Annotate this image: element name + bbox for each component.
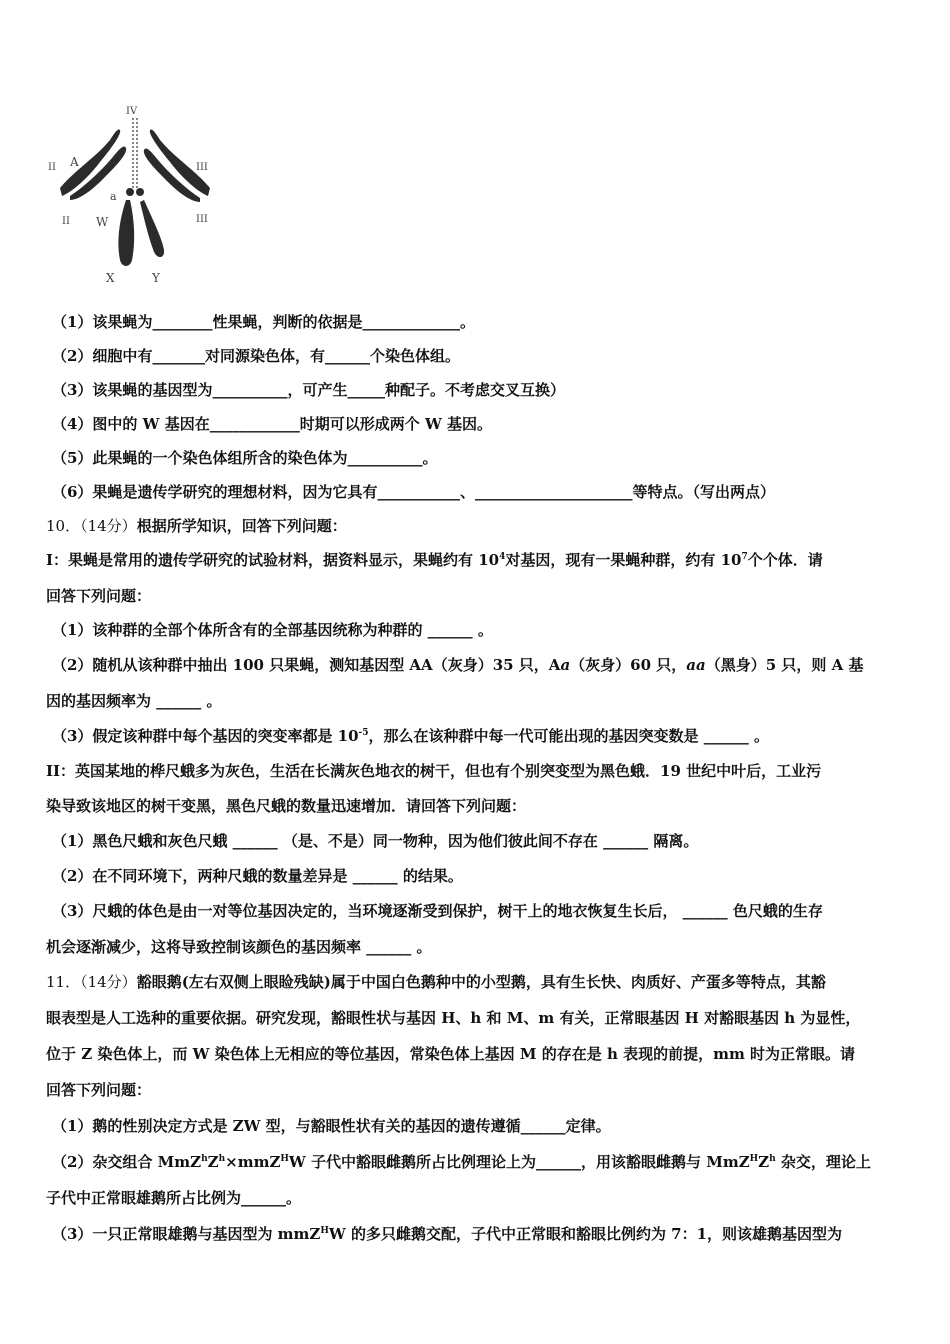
q11-q2-b: Z bbox=[207, 1153, 219, 1171]
label-iii-upper: III bbox=[196, 162, 208, 173]
q11-stem-line4: 回答下列问题： bbox=[46, 1081, 152, 1099]
q10-part2-intro: II：英国某地的桦尺蛾多为灰色，生活在长满灰色地衣的树干，但也有个别突变型为黑色蛾．19 世纪中叶后，工业污 bbox=[46, 762, 822, 780]
q10-p1-q3-b: ，那么在该种群中每一代可能出现的基因突变数是 ______ 。 bbox=[368, 727, 769, 745]
chromosome-figure bbox=[40, 100, 230, 290]
q9-item-6: （6）果蝇是遗传学研究的理想材料，因为它具有___________、_____________________等特点。（写出两点） bbox=[52, 483, 775, 501]
q10-p1-q2-a: （2）随机从该种群中抽出 100 只果蝇，测知基因型 AA（灰身）35 只，A bbox=[52, 656, 561, 674]
q10-number: 10． bbox=[46, 517, 81, 535]
q11-q3-a: （3）一只正常眼雄鹅与基因型为 mmZ bbox=[52, 1225, 321, 1243]
q10-p1-q1: （1）该种群的全部个体所含有的全部基因统称为种群的 ______ 。 bbox=[52, 621, 493, 639]
q10-p1-q3-a: （3）假定该种群中每个基因的突变率都是 10 bbox=[52, 727, 359, 745]
q11-q2-d: W 子代中豁眼雌鹅所占比例理论上为______，用该豁眼雌鹅与 MmZ bbox=[288, 1153, 750, 1171]
q10-p1-q2-italic-a: a bbox=[560, 656, 571, 674]
q11-q2-f: 杂交，理论上 bbox=[775, 1153, 871, 1171]
q11-q2-sup1: h bbox=[201, 1154, 208, 1164]
q10-p1-q2-b: （灰身）60 只， bbox=[570, 656, 687, 674]
q11-stem-line1: 豁眼鹅(左右双侧上眼睑残缺)属于中国白色鹅种中的小型鹅，具有生长快、肉质好、产蛋多等特点，其豁 bbox=[136, 973, 826, 991]
q10-exp-minus5: -5 bbox=[358, 728, 369, 738]
q11-header bbox=[46, 972, 916, 992]
q11-q2-sup5: h bbox=[769, 1154, 776, 1164]
q11-q2-sup2: h bbox=[218, 1154, 226, 1164]
q11-q3-b: W 的多只雌鹅交配，子代中正常眼和豁眼比例约为 7：1，则该雄鹅基因型为 bbox=[328, 1225, 843, 1243]
fruit-fly-karyotype-image bbox=[40, 100, 230, 290]
q9-item-4: （4）图中的 W 基因在____________时期可以形成两个 W 基因。 bbox=[52, 415, 493, 433]
q11-q2-sup4: H bbox=[749, 1154, 759, 1164]
label-iv: IV bbox=[126, 106, 138, 117]
q9-item-5: （5）此果蝇的一个染色体组所含的染色体为__________。 bbox=[52, 449, 438, 467]
q10-exp-4: 4 bbox=[499, 552, 506, 562]
q11-q2-e: Z bbox=[758, 1153, 770, 1171]
q9-item-1: （1）该果蝇为________性果蝇，判断的依据是_____________。 bbox=[52, 313, 475, 331]
q11-q2-line2: 子代中正常眼雄鹅所占比例为______。 bbox=[46, 1189, 302, 1207]
q10-header bbox=[46, 516, 916, 536]
q10-p1-q2-italic-aa: aa bbox=[686, 656, 706, 674]
q10-part1-intro-b: 对基因，现有一果蝇种群，约有 10 bbox=[505, 551, 742, 569]
label-x: X bbox=[106, 271, 115, 285]
q10-part2-intro-line2: 染导致该地区的树干变黑，黑色尺蛾的数量迅速增加．请回答下列问题： bbox=[46, 797, 527, 815]
q10-part1-intro bbox=[46, 550, 916, 570]
label-ii-lower: II bbox=[62, 216, 70, 227]
q10-p2-q2: （2）在不同环境下，两种尺蛾的数量差异是 ______ 的结果。 bbox=[52, 867, 463, 885]
q10-points: （14分） bbox=[80, 517, 137, 535]
label-gene-a-lower: a bbox=[110, 190, 117, 203]
q11-q2-a: （2）杂交组合 MmZ bbox=[52, 1153, 202, 1171]
q10-stem: 根据所学知识，回答下列问题： bbox=[136, 517, 347, 535]
q10-p2-q1: （1）黑色尺蛾和灰色尺蛾 ______ （是、不是）同一物种，因为他们彼此间不存在 ______ 隔离。 bbox=[52, 832, 699, 850]
q11-q2-sup3: H bbox=[280, 1154, 289, 1164]
label-gene-a-upper: A bbox=[70, 155, 79, 169]
q11-q3 bbox=[52, 1224, 922, 1244]
q11-points: （14分） bbox=[80, 973, 137, 991]
q9-item-2: （2）细胞中有_______对同源染色体，有______个染色体组。 bbox=[52, 347, 460, 365]
q10-exp-7: 7 bbox=[741, 552, 748, 562]
label-ii-upper: II bbox=[48, 162, 56, 173]
label-y: Y bbox=[152, 271, 160, 285]
q9-item-3: （3）该果蝇的基因型为__________，可产生_____种配子。不考虑交叉互换） bbox=[52, 381, 565, 399]
q11-q2-c: ×mmZ bbox=[225, 1153, 281, 1171]
q10-part1-intro-a: I：果蝇是常用的遗传学研究的试验材料，据资料显示，果蝇约有 10 bbox=[46, 551, 500, 569]
q11-stem-line2: 眼表型是人工选种的重要依据。研究发现，豁眼性状与基因 H、h 和 M、m 有关，正常眼基因 H 对豁眼基因 h 为显性， bbox=[46, 1009, 861, 1027]
q11-q1: （1）鹅的性别决定方式是 ZW 型，与豁眼性状有关的基因的遗传遵循______定律。 bbox=[52, 1117, 611, 1135]
label-iii-lower: III bbox=[196, 214, 208, 225]
q10-p1-q2-line2: 因的基因频率为 ______ 。 bbox=[46, 692, 222, 710]
q10-part1-intro-c: 个个体．请 bbox=[747, 551, 823, 569]
label-gene-w: W bbox=[96, 215, 109, 229]
q11-number: 11． bbox=[46, 973, 81, 991]
q10-p2-q3-line2: 机会逐渐减少，这将导致控制该颜色的基因频率 ______ 。 bbox=[46, 938, 432, 956]
q10-p1-q2-c: （黑身）5 只，则 A 基 bbox=[705, 656, 864, 674]
q10-p1-q3 bbox=[52, 726, 922, 746]
q10-p1-q2 bbox=[52, 655, 922, 675]
q11-stem-line3: 位于 Z 染色体上，而 W 染色体上无相应的等位基因，常染色体上基因 M 的存在是 h 表现的前提，mm 时为正常眼。请 bbox=[46, 1045, 856, 1063]
q10-part1-intro-line2: 回答下列问题： bbox=[46, 587, 152, 605]
q11-q2 bbox=[52, 1152, 922, 1172]
q10-p2-q3: （3）尺蛾的体色是由一对等位基因决定的，当环境逐渐受到保护，树干上的地衣恢复生长后， ______ 色尺蛾的生存 bbox=[52, 902, 823, 920]
q11-q3-sup1: H bbox=[320, 1226, 329, 1236]
